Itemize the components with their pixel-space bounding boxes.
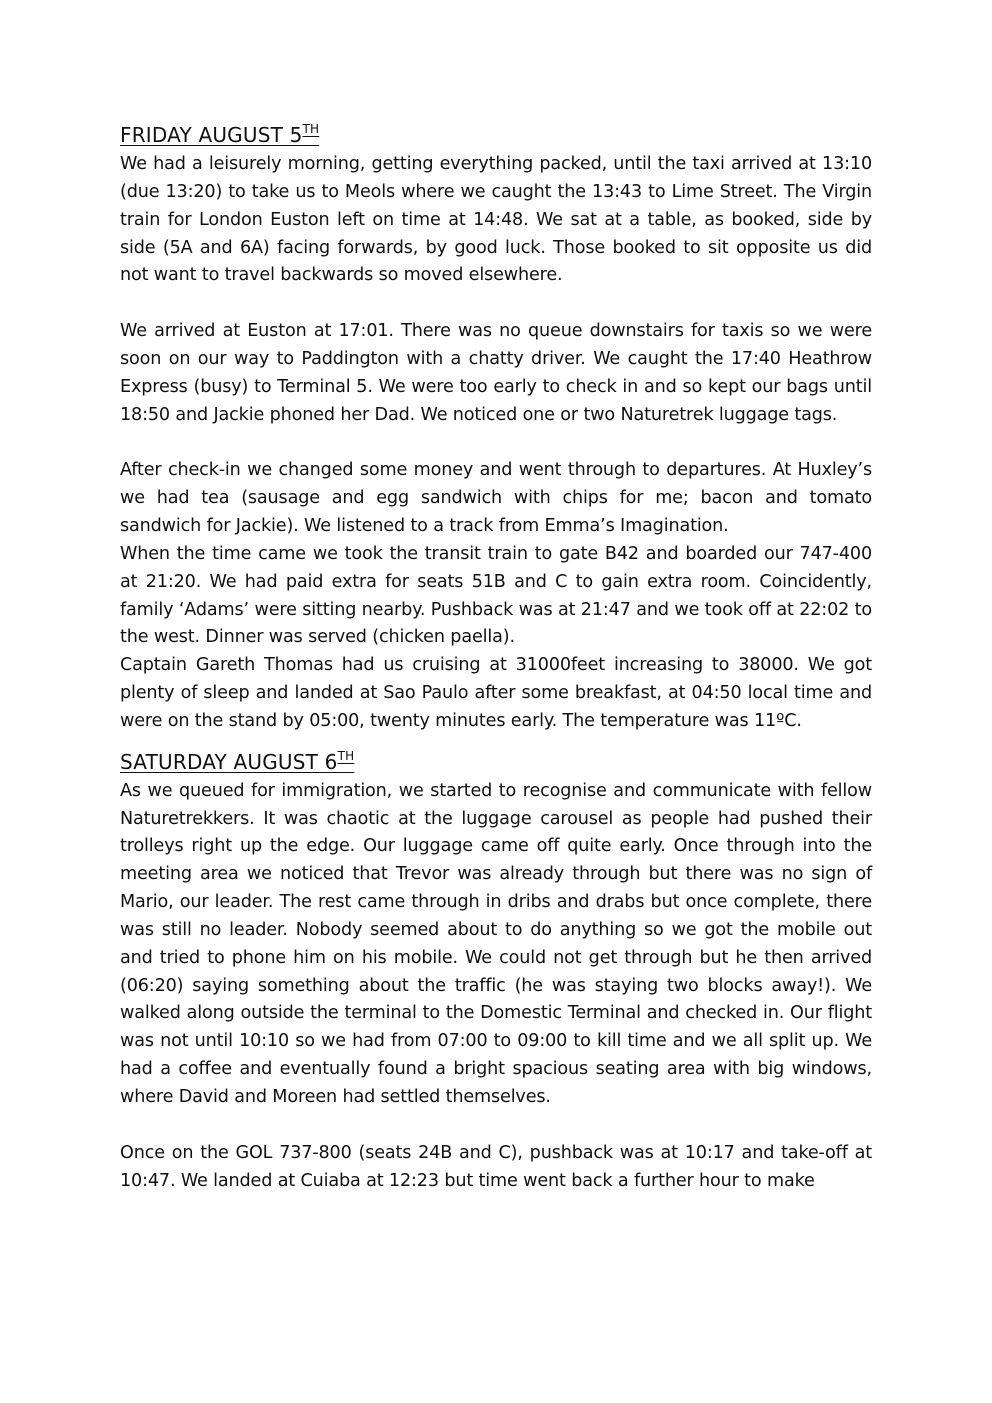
friday-paragraph-1: We had a leisurely morning, getting everything packed, until the taxi arrived at 13:10 (due 13:20) to take us to Meols where we caught the 13:43 to Lime Street. The Virgin train for London Euston left on time at 14:48. We sat at a table, as booked, side by side (5A and 6A) facing forwards, by good luck. Those booked to sit opposite us did not want to travel backwards so moved elsewhere.: [120, 154, 872, 286]
friday-paragraph-4: When the time came we took the transit train to gate B42 and boarded our 747-400 at 21:20. We had paid extra for seats 51B and C to gain extra room. Coincidently, family ‘Adams’ were sitting nearby. Pushback was at 21:47 and we took off at 22:02 to the west. Dinner was served (chicken paella).: [120, 543, 872, 648]
saturday-heading-suffix: TH: [337, 748, 355, 763]
saturday-heading-text: SATURDAY AUGUST 6: [120, 749, 338, 774]
saturday-paragraph-1: As we queued for immigration, we started to recognise and communicate with fellow Naturetrekkers. It was chaotic at the luggage carousel as people had pushed their trolleys right up the edge. Our luggage came off quite early. Once through into the meeting area we noticed that Trevor was already through but there was no sign of Mario, our leader. The rest came through in dribs and drabs but once complete, there was still no leader. Nobody seemed about to do anything so we got the mobile out and tried to phone him on his mobile. We could not get through but he then arrived (06:20) saying something about the traffic (he was staying two blocks away!). We walked along outside the terminal to the Domestic Terminal and checked in. Our flight was not until 10:10 so we had from 07:00 to 09:00 to kill time and we all split up. We had a coffee and eventually found a bright spacious seating area with big windows, where David and Moreen had settled themselves.: [120, 780, 872, 1107]
friday-heading: [120, 119, 872, 151]
friday-heading-text: FRIDAY AUGUST 5: [120, 123, 303, 147]
friday-paragraph-5: Captain Gareth Thomas had us cruising at 31000feet increasing to 38000. We got plenty of sleep and landed at Sao Paulo after some breakfast, at 04:50 local time and were on the stand by 05:00, twenty minutes early. The temperature was 11ºC.: [120, 655, 872, 731]
paragraph-gap: [120, 429, 872, 457]
friday-paragraph-2: We arrived at Euston at 17:01. There was no queue downstairs for taxis so we were soon on our way to Paddington with a chatty driver. We caught the 17:40 Heathrow Express (busy) to Terminal 5. We were too early to check in and so kept our bags until 18:50 and Jackie phoned her Dad. We noticed one or two Naturetrek luggage tags.: [120, 321, 872, 425]
friday-paragraph-3: After check-in we changed some money and went through to departures. At Huxley’s we had tea (sausage and egg sandwich with chips for me; bacon and tomato sandwich for Jackie). We listened to a track from Emma’s Imagination.: [120, 460, 872, 536]
paragraph-gap: [120, 1112, 872, 1140]
saturday-paragraph-2: Once on the GOL 737-800 (seats 24B and C), pushback was at 10:17 and take-off at 10:47. We landed at Cuiaba at 12:23 but time went back a further hour to make: [120, 1142, 872, 1191]
friday-heading-suffix: TH: [302, 122, 320, 136]
document-page: [120, 119, 872, 1195]
paragraph-gap: [120, 290, 872, 318]
saturday-heading: [120, 746, 872, 778]
